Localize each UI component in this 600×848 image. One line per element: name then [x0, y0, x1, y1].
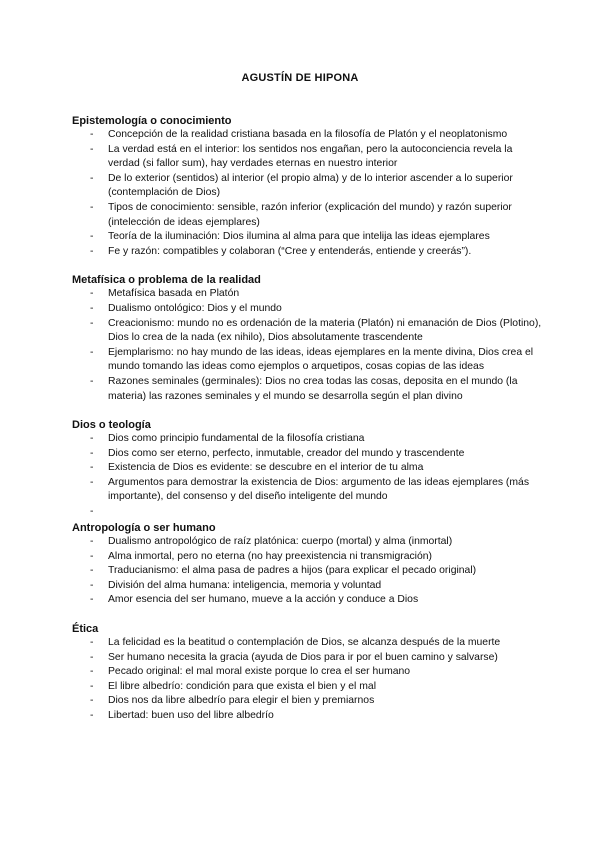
- bullet-list: [72, 128, 542, 259]
- list-item-text: Razones seminales (germinales): Dios no crea todas las cosas, deposita en el mundo (la materia) las razones seminales y el mundo se desarrolla según el plan divino: [108, 375, 518, 402]
- list-item: - La felicidad es la beatitud o contemplación de Dios, se alcanza después de la muerte: [90, 637, 501, 649]
- list-item-text: Argumentos para demostrar la existencia de Dios: argumento de las ideas ejemplares (más importante), del consenso y del diseño inteligente del mundo: [108, 476, 530, 503]
- list-item: - Creacionismo: mundo no es ordenación de la materia (Platón) ni emanación de Dios (Plotino), Dios lo crea de la nada (ex nihilo), Dios absolutamente trascendente: [90, 317, 542, 344]
- section-metafisica: [72, 273, 542, 404]
- list-item-empty: -: [90, 506, 94, 518]
- list-item: - Razones seminales (germinales): Dios no crea todas las cosas, deposita en el mundo (la materia) las razones seminales y el mundo se desarrolla según el plan divino: [90, 375, 518, 402]
- list-item-text: Libertad: buen uso del libre albedrío: [108, 710, 274, 721]
- list-item: - Ejemplarismo: no hay mundo de las ideas, ideas ejemplares en la mente divina, Dios crea el mundo tomando las ideas como ejemplos o arquetipos, cosas copias de las ideas: [90, 346, 534, 373]
- list-item-text: Traducianismo: el alma pasa de padres a hijos (para explicar el pecado original): [108, 565, 477, 577]
- list-item: - Ser humano necesita la gracia (ayuda de Dios para ir por el buen camino y salvarse): [90, 651, 498, 663]
- list-item-text: Creacionismo: mundo no es ordenación de la materia (Platón) ni emanación de Dios (Plotino), Dios lo crea de la nada (ex nihilo), Dios absolutamente trascendente: [108, 317, 542, 344]
- list-item: - Dios como ser eterno, perfecto, inmutable, creador del mundo y trascendente: [90, 447, 465, 459]
- list-item-text: Teoría de la iluminación: Dios ilumina al alma para que intelija las ideas ejemplares: [108, 231, 490, 243]
- list-item-text: Dios nos da libre albedrío para elegir el bien y premiarnos: [108, 695, 375, 707]
- list-item: - División del alma humana: inteligencia, memoria y voluntad: [90, 579, 382, 591]
- list-item: - La verdad está en el interior: los sentidos nos engañan, pero la autoconciencia revela la verdad (si fallor sum), hay verdades eternas en nuestro interior: [90, 143, 513, 170]
- list-item-text: Existencia de Dios es evidente: se descubre en el interior de tu alma: [108, 462, 424, 474]
- list-item: - Dualismo antropológico de raíz platónica: cuerpo (mortal) y alma (inmortal): [90, 536, 453, 548]
- list-item-text: Ser humano necesita la gracia (ayuda de Dios para ir por el buen camino y salvarse): [108, 651, 498, 663]
- section-epistemologia: [72, 114, 542, 259]
- list-item: - Dios como principio fundamental de la filosofía cristiana: [90, 433, 365, 445]
- bullet-list: [72, 432, 542, 517]
- list-item: - Libertad: buen uso del libre albedrío: [90, 710, 274, 721]
- document-title: AGUSTÍN DE HIPONA: [241, 72, 359, 84]
- list-item-text: Dios como ser eterno, perfecto, inmutable, creador del mundo y trascendente: [108, 447, 465, 459]
- list-item: - Teoría de la iluminación: Dios ilumina al alma para que intelija las ideas ejemplares: [90, 231, 490, 243]
- list-item-text: El libre albedrío: condición para que exista el bien y el mal: [108, 680, 377, 692]
- list-item: - Argumentos para demostrar la existencia de Dios: argumento de las ideas ejemplares (más importante), del consenso y del diseño inteligente del mundo: [90, 476, 530, 503]
- list-item-text: Fe y razón: compatibles y colaboran (“Cree y entenderás, entiende y creerás”).: [108, 245, 472, 257]
- section-heading: Epistemología o conocimiento: [72, 115, 232, 127]
- list-item-text: Alma inmortal, pero no eterna (no hay preexistencia ni transmigración): [108, 550, 432, 562]
- list-item-text: Dualismo ontológico: Dios y el mundo: [108, 302, 282, 314]
- list-item-text: Amor esencia del ser humano, mueve a la acción y conduce a Dios: [108, 594, 419, 606]
- list-item-text: Pecado original: el mal moral existe porque lo crea el ser humano: [108, 666, 411, 678]
- list-item: - Concepción de la realidad cristiana basada en la filosofía de Platón y el neoplatonismo: [90, 129, 508, 140]
- list-item: - Existencia de Dios es evidente: se descubre en el interior de tu alma: [90, 462, 424, 474]
- document-body: [72, 114, 542, 738]
- section-heading: Metafísica o problema de la realidad: [72, 274, 261, 287]
- list-item: - Pecado original: el mal moral existe porque lo crea el ser humano: [90, 666, 411, 678]
- section-antropologia: [72, 521, 542, 608]
- section-heading: Ética: [72, 623, 99, 636]
- list-item-text: Dualismo antropológico de raíz platónica: cuerpo (mortal) y alma (inmortal): [108, 536, 453, 548]
- section-heading: Antropología o ser humano: [72, 522, 216, 535]
- bullet-list: [72, 287, 542, 404]
- bullet-list: [72, 535, 542, 608]
- list-item-text: La verdad está en el interior: los sentidos nos engañan, pero la autoconciencia revela la verdad (si fallor sum), hay verdades eternas en nuestro interior: [108, 143, 513, 170]
- list-item: - Dualismo ontológico: Dios y el mundo: [90, 302, 282, 314]
- list-item-text: Tipos de conocimiento: sensible, razón inferior (explicación del mundo) y razón superior (intelección de ideas ejemplares): [108, 201, 512, 228]
- list-item: - Tipos de conocimiento: sensible, razón inferior (explicación del mundo) y razón superior (intelección de ideas ejemplares): [90, 201, 512, 228]
- list-item-text: La felicidad es la beatitud o contemplación de Dios, se alcanza después de la muerte: [108, 637, 501, 649]
- list-item-text: Ejemplarismo: no hay mundo de las ideas, ideas ejemplares en la mente divina, Dios crea el mundo tomando las ideas como ejemplos o arquetipos, cosas copias de las ideas: [108, 346, 534, 373]
- list-item: - Dios nos da libre albedrío para elegir el bien y premiarnos: [90, 695, 375, 707]
- list-item-text: De lo exterior (sentidos) al interior (el propio alma) y de lo interior ascender a lo superior (contemplación de Dios): [108, 172, 513, 199]
- list-item-text: Dios como principio fundamental de la filosofía cristiana: [108, 433, 365, 445]
- list-item: - Metafísica basada en Platón: [90, 288, 240, 300]
- section-heading: Dios o teología: [72, 419, 151, 432]
- list-item: - Alma inmortal, pero no eterna (no hay preexistencia ni transmigración): [90, 550, 432, 562]
- list-item: - Amor esencia del ser humano, mueve a la acción y conduce a Dios: [90, 594, 419, 606]
- list-item-text: Concepción de la realidad cristiana basada en la filosofía de Platón y el neoplatonismo: [108, 129, 508, 140]
- list-item: - El libre albedrío: condición para que exista el bien y el mal: [90, 680, 377, 692]
- list-item-text: Metafísica basada en Platón: [108, 288, 240, 300]
- bullet-list: [72, 636, 542, 724]
- list-item: - De lo exterior (sentidos) al interior (el propio alma) y de lo interior ascender a lo superior (contemplación de Dios): [90, 172, 513, 199]
- list-item-text: División del alma humana: inteligencia, memoria y voluntad: [108, 579, 382, 591]
- list-item: - Traducianismo: el alma pasa de padres a hijos (para explicar el pecado original): [90, 565, 477, 577]
- list-item: - Fe y razón: compatibles y colaboran (“Cree y entenderás, entiende y creerás”).: [90, 245, 472, 257]
- section-etica: [72, 622, 542, 724]
- section-dios: [72, 418, 542, 517]
